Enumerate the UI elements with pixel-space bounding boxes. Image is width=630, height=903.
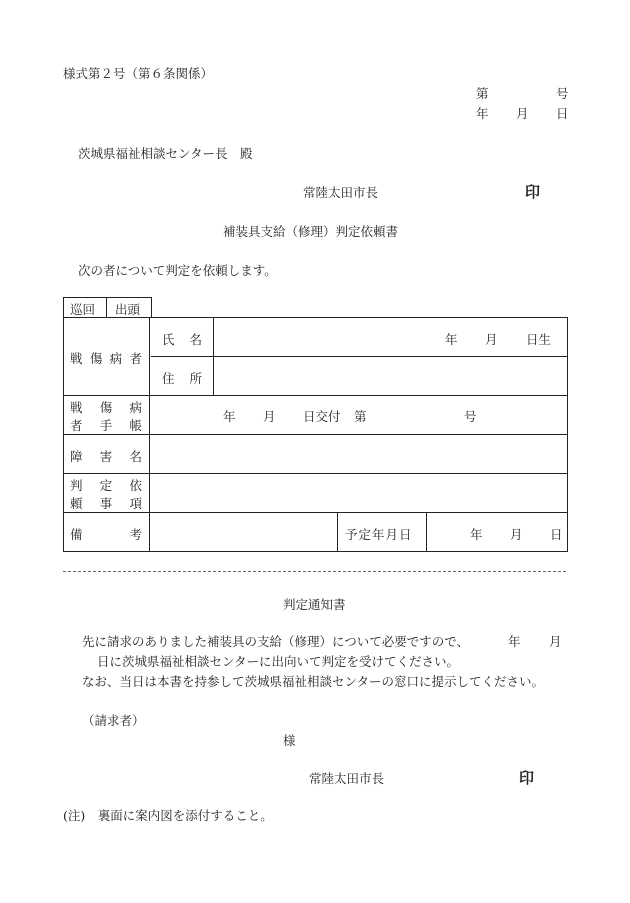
patient-label: 戦 傷 病 者 [70, 351, 142, 366]
address-label: 住 所 [162, 371, 202, 386]
notice-line3: なお、当日は本書を持参して茨城県福祉相談センターの窓口に提示してください。 [82, 674, 545, 689]
shutto-cell: 出頭 [115, 302, 141, 317]
go-label: 号 [556, 86, 569, 101]
handbook-label-line2: 者 手 帳 [70, 418, 142, 433]
scheduled-year: 年 [470, 527, 483, 542]
seal-mark: 印 [525, 183, 541, 201]
remarks-label: 備 考 [70, 527, 142, 542]
birth-month: 月 [485, 332, 498, 347]
request-title: 補装具支給（修理）判定依頼書 [223, 224, 399, 239]
judgment-label-line2: 頼 事 項 [70, 496, 142, 511]
form-number: 様式第２号（第６条関係） [63, 66, 214, 81]
disability-label: 障 害 名 [70, 449, 142, 464]
handbook-year: 年 [223, 409, 236, 424]
handbook-month: 月 [263, 409, 276, 424]
dai-label: 第 [476, 86, 489, 101]
scheduled-month: 月 [510, 527, 523, 542]
notice-line2: 日に茨城県福祉相談センターに出向いて判定を受けてください。 [97, 654, 460, 669]
claimant-label: （請求者） [82, 713, 145, 728]
notice-seal-mark: 印 [519, 769, 535, 787]
notice-title: 判定通知書 [283, 597, 346, 612]
judgment-label-line1: 判 定 依 [70, 478, 142, 493]
notice-line1-month: 月 [549, 634, 562, 649]
footnote: (注) 裏面に案内図を添付すること。 [63, 808, 273, 823]
cut-line [63, 571, 566, 572]
addressee: 茨城県福祉相談センター長 殿 [78, 146, 253, 161]
date-day: 日 [556, 106, 569, 121]
date-year: 年 [476, 106, 489, 121]
sender-name: 常陸太田市長 [303, 185, 379, 200]
handbook-issued: 日交付 [303, 409, 341, 424]
name-label: 氏 名 [162, 332, 202, 347]
sama-label: 様 [283, 733, 296, 748]
handbook-label-line1: 戦 傷 病 [70, 400, 142, 415]
notice-line1-year: 年 [508, 634, 521, 649]
notice-sender-name: 常陸太田市長 [309, 771, 385, 786]
handbook-dai: 第 [354, 409, 367, 424]
scheduled-label: 予定年月日 [345, 527, 413, 542]
junkai-cell: 巡回 [70, 302, 96, 317]
date-month: 月 [516, 106, 529, 121]
birth-year: 年 [445, 332, 458, 347]
birth-day: 日生 [526, 332, 552, 347]
notice-line1: 先に請求のありました補装具の支給（修理）について必要ですので、 [82, 634, 470, 649]
scheduled-day: 日 [550, 527, 563, 542]
request-intro: 次の者について判定を依頼します。 [78, 263, 277, 278]
handbook-go: 号 [464, 409, 477, 424]
